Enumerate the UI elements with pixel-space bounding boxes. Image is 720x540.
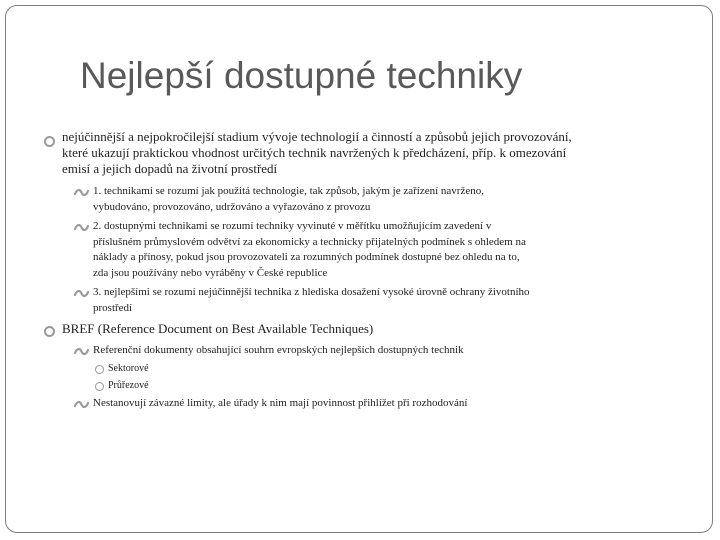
sub-bullet-line: Nestanovují závazné limity, ale úřady k nim mají povinnost přihlížet při rozhodování	[93, 397, 468, 409]
ring-bullet-icon	[44, 136, 55, 147]
sub-sub-bullet-item	[108, 361, 668, 377]
ring-bullet-icon	[44, 326, 55, 337]
bullet-line: BREF (Reference Document on Best Available Techniques)	[62, 321, 374, 336]
ring-bullet-icon	[95, 365, 104, 374]
bullet-line: nejúčinnější a nejpokročilejší stadium vývoje technologií a činností a způsobů jejich provozování,	[62, 129, 572, 144]
sub-bullet-line: 2. dostupnými technikami se rozumí techniky vyvinuté v měřítku umožňujícím zavedení v	[93, 220, 492, 232]
sub-bullet-line: 1. technikami se rozumí jak použitá technologie, tak způsob, jakým je zařízení navrženo,	[93, 185, 484, 197]
sub-bullet-item	[93, 343, 693, 359]
sub-bullet-item	[93, 285, 693, 316]
slide-title: Nejlepší dostupné techniky	[80, 55, 523, 96]
wave-bullet-icon	[74, 347, 89, 356]
sub-bullet-item	[93, 396, 693, 412]
sub-bullet-item	[93, 219, 693, 281]
ring-bullet-icon	[95, 382, 104, 391]
sub-bullet-line: prostředí	[93, 301, 133, 314]
sub-bullet-line: zda jsou používány nebo vyráběny v České republice	[93, 266, 328, 279]
sub-sub-bullet-line: Sektorové	[108, 363, 149, 374]
sub-sub-bullet-line: Průřezové	[108, 380, 149, 391]
wave-bullet-icon	[74, 289, 89, 298]
bullet-line: emisí a jejich dopadů na životní prostředí	[62, 161, 278, 176]
bullet-line: které ukazují praktickou vhodnost určitých technik navržených k předcházení, příp. k omezování	[62, 145, 567, 160]
sub-bullet-line: Referenční dokumenty obsahující souhrn evropských nejlepších dostupných technik	[93, 344, 464, 356]
wave-bullet-icon	[74, 223, 89, 232]
sub-sub-bullet-item	[108, 378, 668, 394]
sub-bullet-line: 3. nejlepšími se rozumí nejúčinnější technika z hlediska dosažení vysoké úrovně ochrany životního	[93, 286, 530, 298]
sub-bullet-line: vybudováno, provozováno, udržováno a vyřazováno z provozu	[93, 200, 371, 213]
bullet-item	[62, 321, 682, 337]
sub-bullet-line: příslušném průmyslovém odvětví za ekonomicky a technicky přijatelných podmínek s ohledem na	[93, 235, 526, 248]
wave-bullet-icon	[74, 400, 89, 409]
bullet-item	[62, 129, 682, 177]
sub-bullet-item	[93, 184, 693, 215]
sub-bullet-line: náklady a přínosy, pokud jsou provozovateli za rozumných podmínek dostupné bez ohledu na to,	[93, 251, 520, 263]
wave-bullet-icon	[74, 188, 89, 197]
